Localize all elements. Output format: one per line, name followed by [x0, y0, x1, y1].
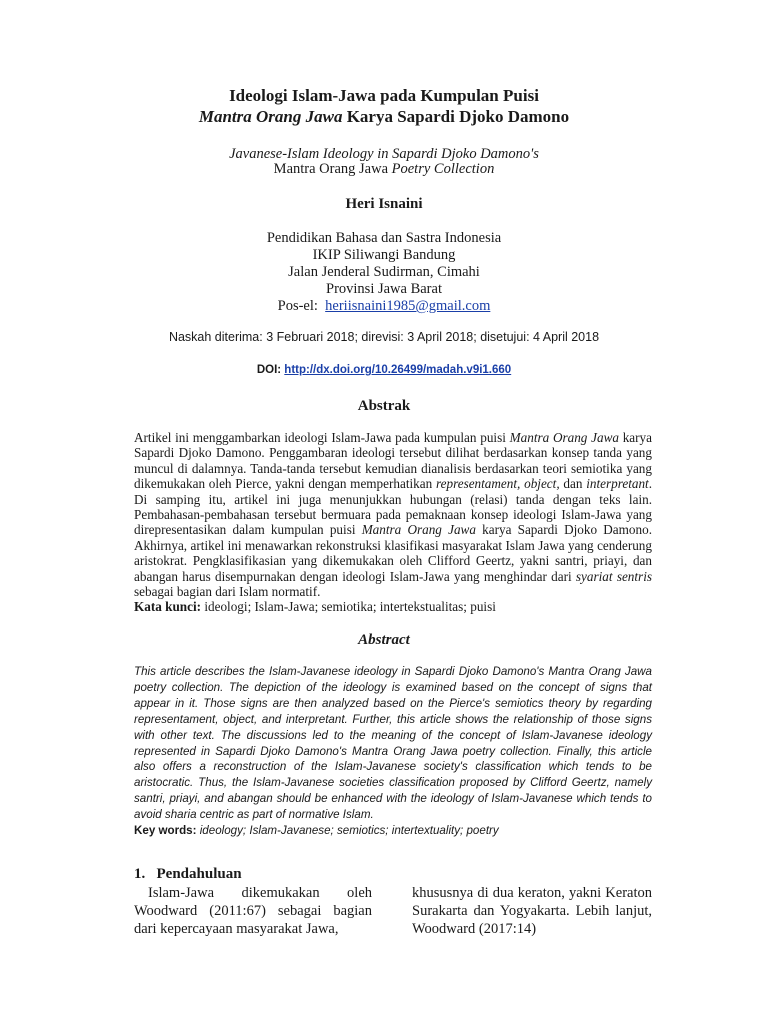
affiliation-line4: Provinsi Jawa Barat: [326, 281, 442, 297]
abstrak-text-5: karya Sapardi Djoko Damono. Akhirnya, artikel ini menawarkan rekonstruksi klasifikasi masyarakat Islam Jawa yang cenderung aristokrat. Pengklasifikasian yang dikemukakan oleh Clifford Geertz, yakni santri, priayi, dan abangan harus disempurnakan dengan ideologi Islam-Jawa yang menghindar dari: [134, 522, 652, 584]
affiliation-line2: IKIP Siliwangi Bandung: [312, 247, 456, 263]
affiliation-block: [0, 230, 768, 315]
affiliation-line1: Pendidikan Bahasa dan Sastra Indonesia: [266, 230, 502, 246]
email-line: [0, 298, 768, 315]
kata-kunci-label: Kata kunci:: [134, 599, 205, 615]
abstrak-text-3: dan: [559, 476, 587, 492]
abstrak-italic-5: syariat sentris: [575, 568, 652, 584]
key-words-values: ideology; Islam-Javanese; semiotics; intertextuality; poetry: [199, 824, 499, 838]
key-words-label: Key words:: [134, 824, 200, 838]
abstrak-italic-2: representament, object,: [435, 476, 560, 492]
doi-link[interactable]: http://dx.doi.org/10.26499/madah.v9i1.660: [284, 364, 512, 376]
email-link[interactable]: heriisnaini1985@gmail.com: [325, 298, 491, 314]
abstract-heading: Abstract: [358, 632, 410, 648]
doi-label: DOI:: [256, 364, 285, 376]
abstrak-text-4: . Di samping itu, artikel ini juga menunjukkan hubungan (relasi) tanda dengan teks lain. Pembahasan-pembahasan tersebut bermuara pada pemaknaan konsep ideologi Islam-Jawa yang direpresentasikan dalam kumpulan puisi: [134, 476, 653, 538]
kata-kunci-values: ideologi; Islam-Jawa; semiotika; intertekstualitas; puisi: [204, 599, 496, 615]
body-column-left: Islam-Jawa dikemukakan oleh Woodward (2011:67) sebagai bagian dari kepercayaan masyarakat Jawa,: [134, 885, 372, 937]
abstract-body: [134, 664, 652, 839]
english-title-italic: Poetry Collection: [388, 161, 495, 177]
manuscript-dates: Naskah diterima: 3 Februari 2018; direvisi: 3 April 2018; disetujui: 4 April 2018: [168, 330, 600, 344]
abstrak-heading: Abstrak: [357, 398, 411, 414]
doi-line: [0, 364, 768, 376]
title-rest-part: Karya Sapardi Djoko Damono: [342, 107, 570, 126]
title-italic-part: Mantra Orang Jawa: [198, 107, 343, 126]
section-heading-pendahuluan: 1. Pendahuluan: [134, 866, 242, 882]
author-name: Heri Isnaini: [345, 196, 423, 212]
abstrak-body: [134, 430, 652, 615]
english-title-line2: [0, 161, 768, 178]
abstrak-text-1: Artikel ini menggambarkan ideologi Islam-Jawa pada kumpulan puisi: [134, 430, 510, 445]
english-title-line1: Javanese-Islam Ideology in Sapardi Djoko Damono's: [229, 146, 539, 162]
body-column-right: khususnya di dua keraton, yakni Keraton Surakarta dan Yogyakarta. Lebih lanjut, Woodward (2017:14): [412, 885, 652, 937]
abstrak-text-6: sebagai bagian dari Islam normatif.: [134, 584, 321, 600]
email-label: Pos-el:: [277, 298, 326, 314]
english-title-plain: Mantra Orang Jawa: [273, 161, 389, 177]
abstrak-italic-4: Mantra Orang Jawa: [361, 522, 476, 538]
abstrak-italic-3: interpretant: [586, 476, 649, 492]
abstrak-text-2: karya Sapardi Djoko Damono. Penggambaran ideologi tersebut dilihat berdasarkan konsep tanda yang muncul di dalamnya. Tanda-tanda tersebut kemudian dianalisis berdasarkan teori semiotika yang dikemukakan oleh Pierce, yakni dengan memperhatikan: [134, 430, 652, 492]
abstract-text: This article describes the Islam-Javanese ideology in Sapardi Djoko Damono's Mantra Orang Jawa poetry collection. The depiction of the ideology is examined based on the concept of signs that appear in it. Those signs are then analyzed based on the Pierce's semiotics theory by regarding representament, object, and interpretant. Further, this article shows the relationship of those signs with other text. The discussions led to the meaning of the concept of Islam-Javanese ideology represented in Sapardi Djoko Damono's Mantra Orang Jawa poetry collection. Finally, this article also offers a reconstruction of the Islam-Javanese society's classification which tends to be aristocratic. Thus, the Islam-Javanese societies classification proposed by Clifford Geertz, namely santri, priayi, and abangan should be enhanced with the ideology of Islam-Javanese which tends to avoid sharia centric as part of normative Islam.: [134, 665, 652, 822]
paper-title-line1: Ideologi Islam-Jawa pada Kumpulan Puisi: [229, 86, 539, 105]
paper-title-line2: [0, 107, 768, 127]
affiliation-line3: Jalan Jenderal Sudirman, Cimahi: [288, 264, 480, 280]
abstrak-italic-1: Mantra Orang Jawa: [509, 430, 619, 445]
